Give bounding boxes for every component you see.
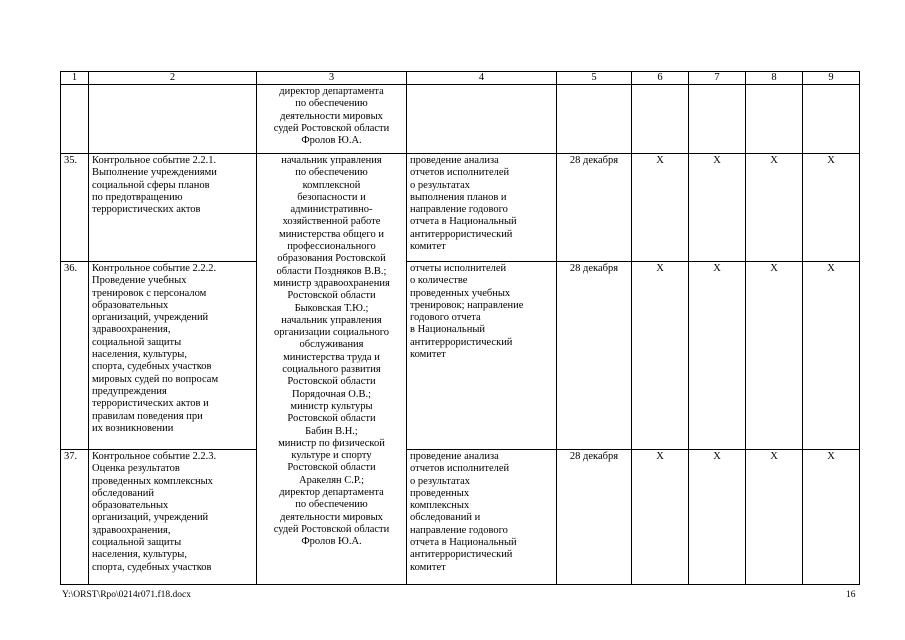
continuation-row bbox=[61, 85, 860, 154]
table-row bbox=[61, 154, 860, 262]
mark-cell: Х bbox=[689, 450, 746, 585]
header-cell: 3 bbox=[257, 72, 407, 85]
plan-table bbox=[60, 71, 860, 585]
date-cell: 28 декабря bbox=[557, 262, 632, 450]
header-cell: 4 bbox=[407, 72, 557, 85]
footer-page-number: 16 bbox=[846, 590, 856, 600]
header-cell: 9 bbox=[803, 72, 860, 85]
row-number: 36. bbox=[61, 262, 89, 450]
mark-cell: Х bbox=[746, 262, 803, 450]
header-cell: 2 bbox=[89, 72, 257, 85]
event-cell: Контрольное событие 2.2.3. Оценка результатов проведенных комплексных обследований образовательных организаций, учреждений здравоохранения, социальной защиты населения, культуры, спорта, судебных участков bbox=[89, 450, 257, 585]
header-cell: 5 bbox=[557, 72, 632, 85]
table-row bbox=[61, 450, 860, 585]
event-cell: Контрольное событие 2.2.1. Выполнение учреждениями социальной сферы планов по предотвращению террористических актов bbox=[89, 154, 257, 262]
mark-cell: Х bbox=[632, 262, 689, 450]
event-cell: Контрольное событие 2.2.2. Проведение учебных тренировок с персоналом образовательных организаций, учреждений здравоохранения, социальной защиты населения, культуры, спорта, судебных участков мировых судей по вопросам предупреждения террористических актов и правилам поведения при их возникновении bbox=[89, 262, 257, 450]
result-cell: проведение анализа отчетов исполнителей о результатах выполнения планов и направление годового отчета в Национальный антитеррористический комитет bbox=[407, 154, 557, 262]
executor-cell: начальник управления по обеспечению комплексной безопасности и административно- хозяйственной работе министерства общего и профессионального образования Ростовской области Поздняков В.В.; министр здравоохранения Ростовской области Быковская Т.Ю.; начальник управления организации социального обслуживания министерства труда и социального развития Ростовской области Порядочная О.В.; министр культуры Ростовской области Бабин В.Н.; министр по физической культуре и спорту Ростовской области Аракелян С.Р.; директор департамента по обеспечению деятельности мировых судей Ростовской области Фролов Ю.А. bbox=[257, 154, 407, 585]
mark-cell: Х bbox=[689, 262, 746, 450]
footer-file-path: Y:\ORST\Rpo\0214r071.f18.docx bbox=[62, 590, 191, 600]
header-cell: 8 bbox=[746, 72, 803, 85]
result-cell: проведение анализа отчетов исполнителей о результатах проведенных комплексных обследований и направление годового отчета в Национальный антитеррористический комитет bbox=[407, 450, 557, 585]
mark-cell: Х bbox=[689, 154, 746, 262]
header-cell: 1 bbox=[61, 72, 89, 85]
mark-cell: Х bbox=[803, 450, 860, 585]
header-cell: 7 bbox=[689, 72, 746, 85]
executor-cell: директор департамента по обеспечению деятельности мировых судей Ростовской области Фролов Ю.А. bbox=[257, 85, 407, 154]
mark-cell: Х bbox=[746, 154, 803, 262]
header-cell: 6 bbox=[632, 72, 689, 85]
date-cell: 28 декабря bbox=[557, 450, 632, 585]
mark-cell: Х bbox=[803, 154, 860, 262]
row-number: 35. bbox=[61, 154, 89, 262]
mark-cell: Х bbox=[632, 450, 689, 585]
date-cell: 28 декабря bbox=[557, 154, 632, 262]
table-row bbox=[61, 262, 860, 450]
result-cell: отчеты исполнителей о количестве проведенных учебных тренировок; направление годового отчета в Национальный антитеррористический комитет bbox=[407, 262, 557, 450]
header-row bbox=[61, 72, 860, 85]
mark-cell: Х bbox=[803, 262, 860, 450]
mark-cell: Х bbox=[746, 450, 803, 585]
mark-cell: Х bbox=[632, 154, 689, 262]
row-number: 37. bbox=[61, 450, 89, 585]
